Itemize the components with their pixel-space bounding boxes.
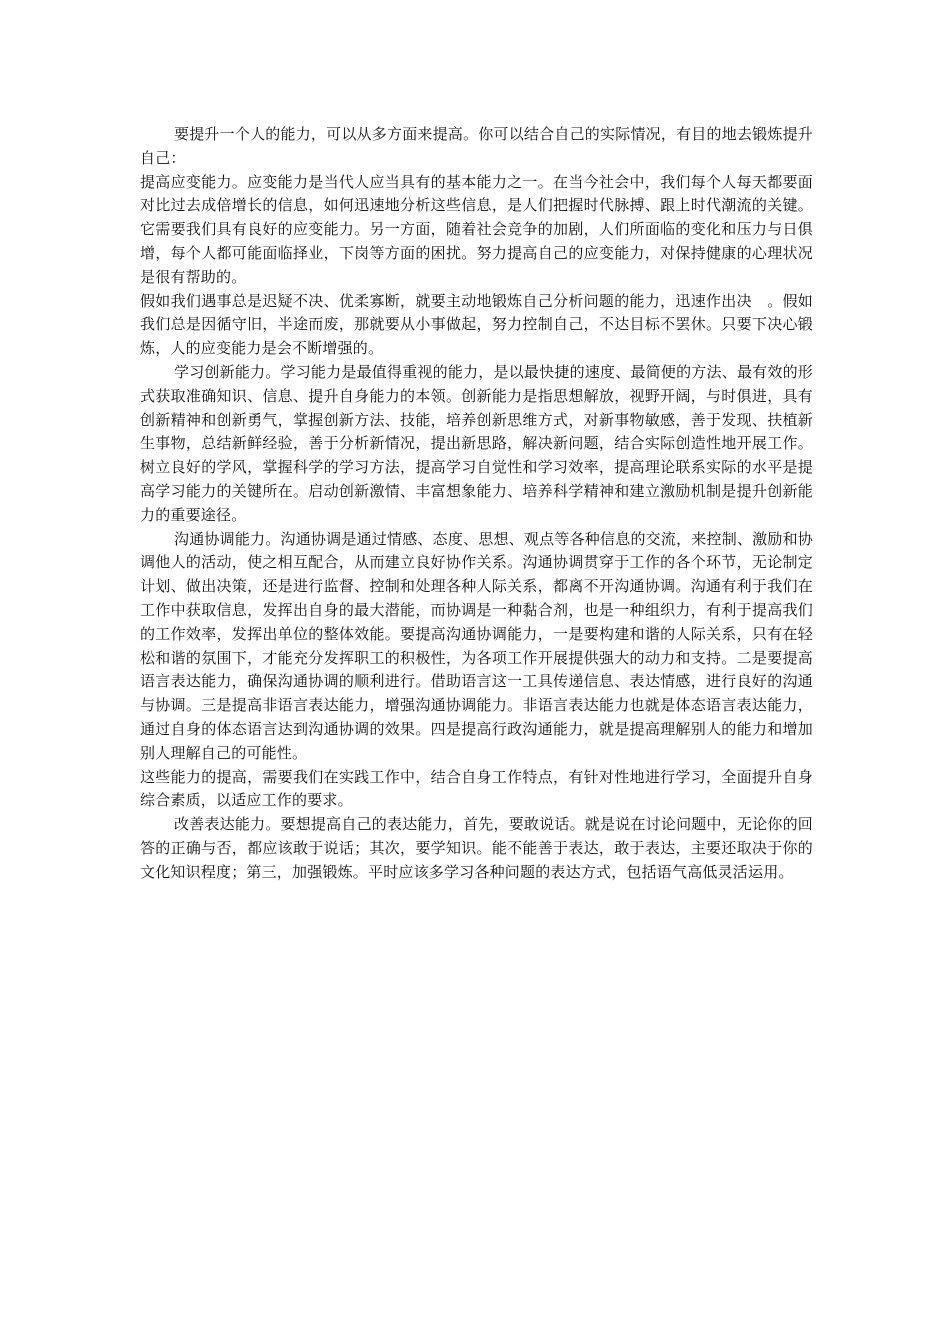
paragraph-intro: 要提升一个人的能力，可以从多方面来提高。你可以结合自己的实际情况，有目的地去锻炼提升自己： [140, 125, 813, 167]
paragraph-expression: 改善表达能力。要想提高自己的表达能力，首先，要敢说话。就是说在讨论问题中，无论你的回答的正确与否，都应该敢于说话；其次，要学知识。能不能善于表达，敢于表达，主要还取决于你的文化知识程度；第三，加强锻炼。平时应该多学习各种问题的表达方式，包括语气高低灵活运用。 [140, 815, 813, 881]
paragraph-communication: 沟通协调能力。沟通协调是通过情感、态度、思想、观点等各种信息的交流，来控制、激励和协调他人的活动，使之相互配合，从而建立良好协作关系。沟通协调贯穿于工作的各个环节，无论制定计划、做出决策，还是进行监督、控制和处理各种人际关系，都离不开沟通协调。沟通有利于我们在工作中获取信息，发挥出自身的最大潜能，而协调是一种黏合剂，也是一种组织力，有利于提高我们的工作效率，发挥出单位的整体效能。要提高沟通协调能力，一是要构建和谐的人际关系，只有在轻松和谐的氛围下，才能充分发挥职工的积极性，为各项工作开展提供强大的动力和支持。二是要提高语言表达能力，确保沟通协调的顺利进行。借助语言这一工具传递信息、表达情感，进行良好的沟通与协调。三是提高非语言表达能力，增强沟通协调能力。非语言表达能力也就是体态语言表达能力，通过自身的体态语言达到沟通协调的效果。四是提高行政沟通能力，就是提高理解别人的能力和增加别人理解自己的可能性。 [140, 529, 813, 762]
document-body [140, 123, 813, 885]
paragraph-adaptability-practice: 假如我们遇事总是迟疑不决、优柔寡断，就要主动地锻炼自己分析问题的能力，迅速作出决 。假如我们总是因循守旧，半途而废，那就要从小事做起，努力控制自己，不达目标不罢休。只要下决心锻炼，人的应变能力是会不断增强的。 [140, 291, 813, 358]
paragraph-summary: 这些能力的提高，需要我们在实践工作中，结合自身工作特点，有针对性地进行学习，全面提升自身综合素质，以适应工作的要求。 [140, 767, 813, 810]
paragraph-adaptability: 提高应变能力。应变能力是当代人应当具有的基本能力之一。在当今社会中，我们每个人每天都要面对比过去成倍增长的信息，如何迅速地分析这些信息，是人们把握时代脉搏、跟上时代潮流的关键。它需要我们具有良好的应变能力。另一方面，随着社会竞争的加剧，人们所面临的变化和压力与日俱增，每个人都可能面临择业，下岗等方面的困扰。努力提高自己的应变能力，对保持健康的心理状况是很有帮助的。 [140, 172, 813, 286]
paragraph-learning-innovation: 学习创新能力。学习能力是最值得重视的能力，是以最快捷的速度、最简便的方法、最有效的形式获取准确知识、信息、提升自身能力的本领。创新能力是指思想解放，视野开阔，与时俱进，具有创新精神和创新勇气，掌握创新方法、技能，培养创新思维方式，对新事物敏感，善于发现、扶植新生事物，总结新鲜经验，善于分析新情况，提出新思路，解决新问题，结合实际创造性地开展工作。树立良好的学风，掌握科学的学习方法，提高学习自觉性和学习效率，提高理论联系实际的水平是提高学习能力的关键所在。启动创新激情、丰富想象能力、培养科学精神和建立激励机制是提升创新能力的重要途径。 [140, 362, 813, 524]
